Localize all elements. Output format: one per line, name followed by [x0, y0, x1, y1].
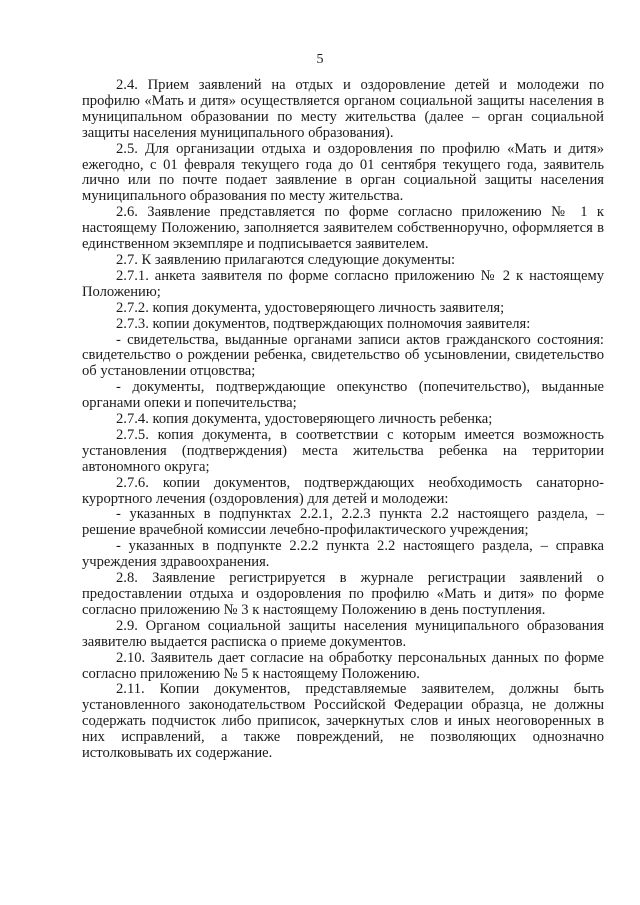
paragraph-2-8: 2.8. Заявление регистрируется в журнале регистрации заявлений о предоставлении отдыха и оздоровления по профилю «Мать и дитя» по форме согласно приложению № 3 к настоящему Положению в день поступления.	[82, 570, 604, 618]
paragraph-2-7-2: 2.7.2. копия документа, удостоверяющего личность заявителя;	[116, 299, 505, 316]
document-body	[82, 78, 604, 762]
list-item-health-institution-certificate: - указанных в подпункте 2.2.2 пункта 2.2 настоящего раздела, – справка учреждения здравоохранения.	[82, 538, 604, 571]
paragraph-2-7-3: 2.7.3. копии документов, подтверждающих полномочия заявителя:	[116, 315, 531, 332]
page-number: 5	[316, 52, 324, 67]
list-item-guardianship-documents: - документы, подтверждающие опекунство (попечительство), выданные органами опеки и попечительства;	[82, 379, 604, 412]
paragraph-2-4: 2.4. Прием заявлений на отдых и оздоровление детей и молодежи по профилю «Мать и дитя» осуществляется органом социальной защиты населения в муниципальном образовании по месту жительства (далее – орган социальной защиты населения муниципального образования).	[82, 77, 604, 141]
paragraph-2-7-6: 2.7.6. копии документов, подтверждающих необходимость санаторно-курортного лечения (оздоровления) для детей и молодежи:	[82, 474, 604, 507]
paragraph-2-5: 2.5. Для организации отдыха и оздоровления по профилю «Мать и дитя» ежегодно, с 01 февраля текущего года до 01 сентября текущего года, заявитель лично или по почте подает заявление в орган социальной защиты населения муниципального образования по месту жительства.	[82, 140, 604, 205]
list-item-medical-commission-decision: - указанных в подпунктах 2.2.1, 2.2.3 пункта 2.2 настоящего раздела, – решение врачебной комиссии лечебно-профилактического учреждения;	[82, 506, 604, 539]
paragraph-2-10: 2.10. Заявитель дает согласие на обработку персональных данных по форме согласно приложению № 5 к настоящему Положению.	[82, 649, 604, 682]
paragraph-2-7-4: 2.7.4. копия документа, удостоверяющего личность ребенка;	[116, 411, 493, 428]
paragraph-2-7-1: 2.7.1. анкета заявителя по форме согласно приложению № 2 к настоящему Положению;	[82, 267, 604, 300]
paragraph-2-9: 2.9. Органом социальной защиты населения муниципального образования заявителю выдается расписка о приеме документов.	[82, 617, 604, 650]
list-item-civil-registry-certificates: - свидетельства, выданные органами записи актов гражданского состояния: свидетельство о рождении ребенка, свидетельство об усыновлении, свидетельство об установлении отцовства;	[82, 331, 604, 380]
paragraph-2-6: 2.6. Заявление представляется по форме согласно приложению № 1 к настоящему Положению, заполняется заявителем собственноручно, оформляется в единственном экземпляре и подписывается заявителем.	[82, 204, 604, 253]
paragraph-2-7-5: 2.7.5. копия документа, в соответствии с которым имеется возможность установления (подтверждения) места жительства ребенка на территории автономного округа;	[82, 426, 604, 475]
paragraph-2-7: 2.7. К заявлению прилагаются следующие документы:	[116, 251, 456, 268]
paragraph-2-11: 2.11. Копии документов, представляемые заявителем, должны быть установленного законодательством Российской Федерации образца, не должны содержать подчисток либо приписок, зачеркнутых слов и иных неоговоренных в них исправлений, а также повреждений, не позволяющих однозначно истолковывать их содержание.	[82, 681, 604, 762]
